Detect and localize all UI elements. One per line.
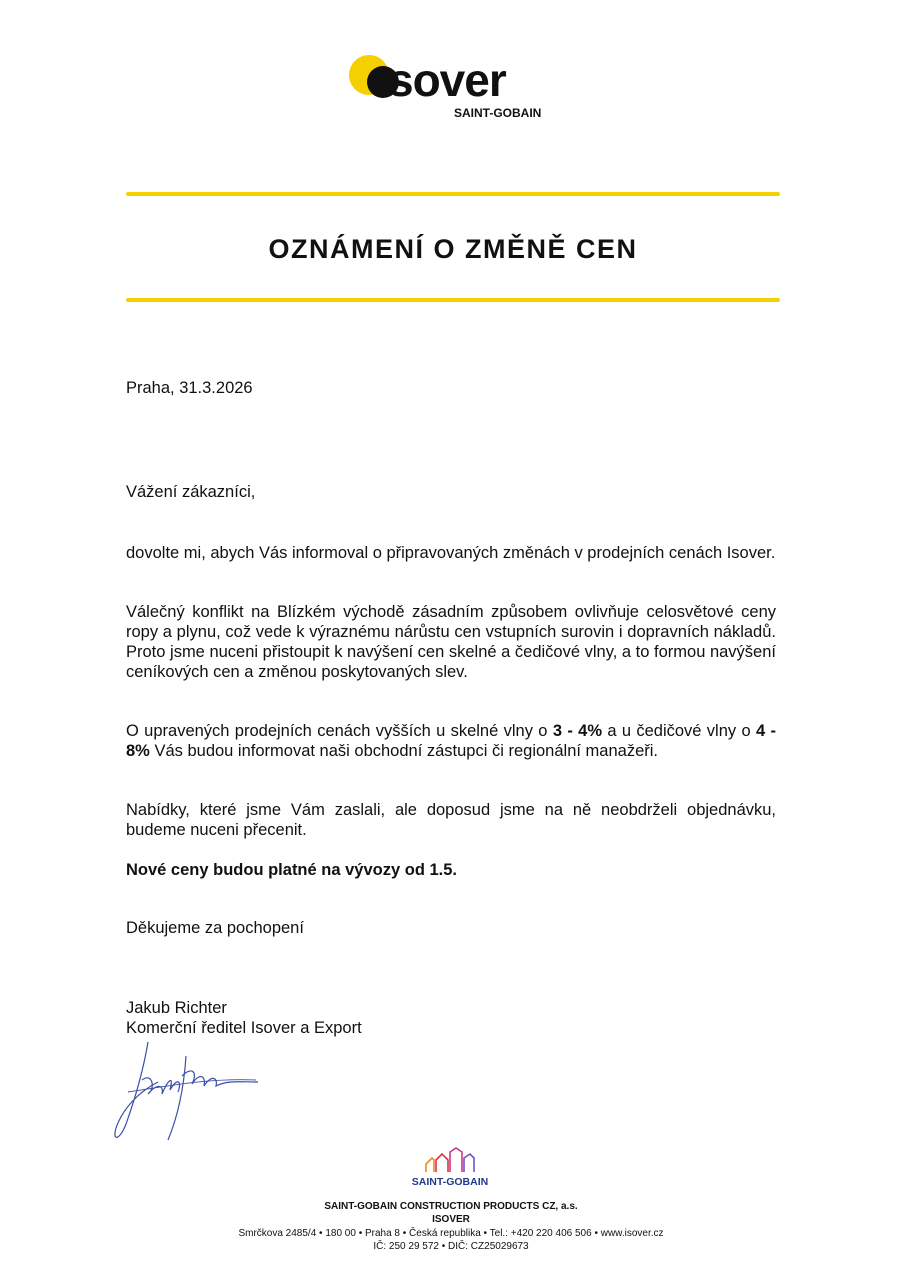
- paragraph-validity: Nové ceny budou platné na vývozy od 1.5.: [126, 861, 457, 879]
- top-divider: [126, 192, 780, 196]
- paragraph-offers: Nabídky, které jsme Vám zaslali, ale doposud jsme na ně neobdrželi objednávku, budeme nuceni přecenit.: [126, 801, 776, 839]
- logo-subtitle: SAINT-GOBAIN: [454, 106, 542, 120]
- page-title: OZNÁMENÍ O ZMĚNĚ CEN: [268, 234, 638, 264]
- paragraph-price-change: O upravených prodejních cenách vyšších u skelné vlny o 3 - 4% a u čedičové vlny o 4 - 8% Vás budou informovat naši obchodní zástupci či regionální manažeři.: [126, 722, 777, 760]
- paragraph-conflict: Válečný konflikt na Blízkém východě zásadním způsobem ovlivňuje celosvětové ceny ropy a plynu, což vede k výraznému nárůstu cen vstupních surovin i dopravních nákladů. Proto jsme nuceni přistoupit k navýšení cen skelné a čedičové vlny, a to formou navýšení ceníkových cen a změnou poskytovaných slev.: [126, 603, 776, 681]
- footer-brand: ISOVER: [432, 1214, 470, 1225]
- footer-address: Smrčkova 2485/4 • 180 00 • Praha 8 • Česká republika • Tel.: +420 220 406 506 • www.isover.cz: [238, 1228, 664, 1239]
- footer-ids: IČ: 250 29 572 • DIČ: CZ25029673: [373, 1241, 529, 1252]
- paragraph-intro: dovolte mi, abych Vás informoval o připravovaných změnách v prodejních cenách Isover.: [126, 544, 776, 562]
- footer-company: SAINT-GOBAIN CONSTRUCTION PRODUCTS CZ, a.s.: [324, 1201, 578, 1212]
- glass-wool-increase: 3 - 4%: [552, 722, 602, 740]
- stone-wool-increase: 4 - 8%: [126, 722, 777, 760]
- signatory-name: Jakub Richter: [126, 999, 227, 1017]
- signatory-role: Komerční ředitel Isover a Export: [126, 1019, 362, 1037]
- greeting: Vážení zákazníci,: [126, 483, 256, 501]
- logo-wordmark: sover: [388, 54, 506, 106]
- handwritten-signature: [108, 1036, 268, 1146]
- thanks-line: Děkujeme za pochopení: [126, 919, 304, 937]
- svg-text:SAINT-GOBAIN: SAINT-GOBAIN: [411, 1176, 489, 1188]
- saint-gobain-logo: [404, 1146, 496, 1190]
- bottom-divider: [126, 298, 780, 302]
- date-line: Praha, 31.3.2026: [126, 379, 253, 397]
